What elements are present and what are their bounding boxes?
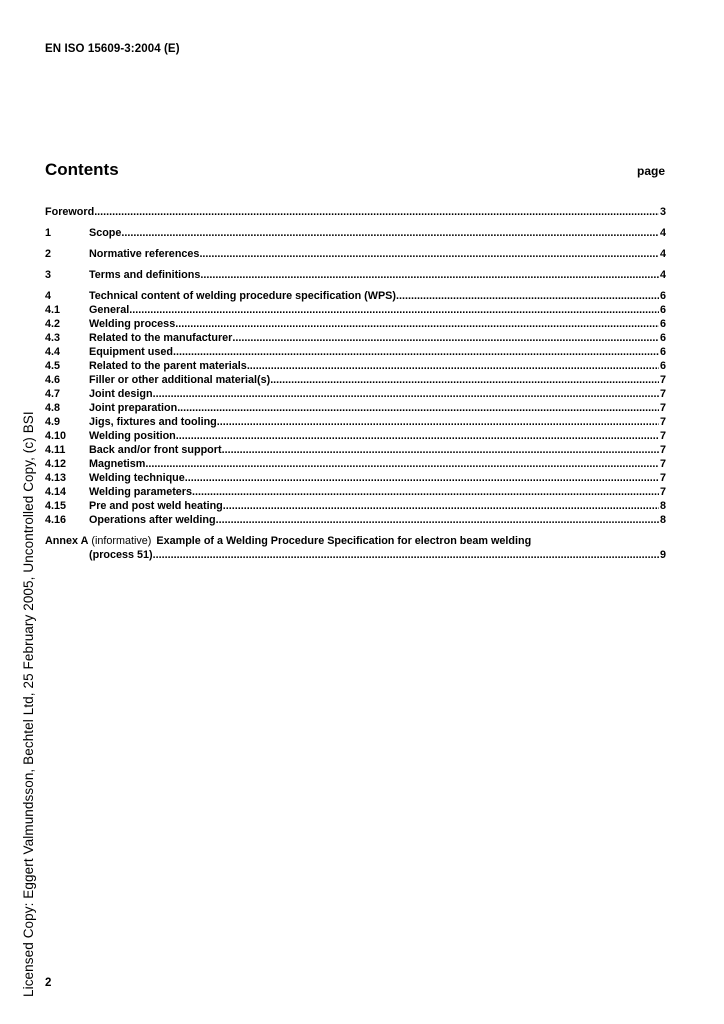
toc-title: Welding parameters [89, 486, 193, 498]
toc-title: General [89, 304, 130, 316]
toc-page: 6 [659, 290, 666, 302]
toc-title: Welding position [89, 430, 176, 442]
dot-leader [247, 359, 659, 373]
toc-entry-1[interactable] [45, 226, 666, 240]
toc-page: 8 [659, 514, 666, 526]
annex-title-line1: Example of a Welding Procedure Specification for electron beam welding [156, 535, 532, 547]
toc-title: Joint preparation [89, 402, 178, 414]
dot-leader [94, 205, 659, 219]
toc-title: Operations after welding [89, 514, 216, 526]
dot-leader [173, 345, 659, 359]
dot-leader [200, 268, 659, 282]
toc-entry-4-1[interactable] [45, 303, 666, 317]
toc-page: 7 [659, 430, 666, 442]
toc-title: Filler or other additional material(s) [89, 374, 271, 386]
toc-entry-annex-a-continued[interactable] [45, 548, 666, 562]
toc-number: 4.9 [45, 416, 61, 428]
toc-number: 2 [45, 248, 52, 260]
toc-entry-4-12[interactable] [45, 457, 666, 471]
toc-number: 4.14 [45, 486, 67, 498]
toc-entry-2[interactable] [45, 247, 666, 261]
dot-leader [145, 457, 659, 471]
toc-page: 4 [659, 269, 666, 281]
toc-title: Welding technique [89, 472, 185, 484]
toc-title: Jigs, fixtures and tooling [89, 416, 217, 428]
toc-page: 7 [659, 374, 666, 386]
dot-leader [223, 499, 659, 513]
toc-entry-4-15[interactable] [45, 499, 666, 513]
toc-entry-4-7[interactable] [45, 387, 666, 401]
toc-entry-4-11[interactable] [45, 443, 666, 457]
toc-entry-4-14[interactable] [45, 485, 666, 499]
toc-number: 4.16 [45, 514, 67, 526]
annex-title-line2: (process 51) [89, 549, 153, 561]
toc-entry-4-6[interactable] [45, 373, 666, 387]
dot-leader [232, 331, 659, 345]
toc-title: Foreword [45, 206, 95, 218]
toc-title: Terms and definitions [89, 269, 201, 281]
toc-page: 8 [659, 500, 666, 512]
toc-title: Welding process [89, 318, 176, 330]
toc-page: 7 [659, 458, 666, 470]
toc-number: 4.3 [45, 332, 61, 344]
toc-page: 6 [659, 346, 666, 358]
toc-entry-4[interactable] [45, 289, 666, 303]
dot-leader [185, 471, 659, 485]
toc-page: 7 [659, 472, 666, 484]
toc-number: 1 [45, 227, 52, 239]
toc-entry-4-4[interactable] [45, 345, 666, 359]
toc-title: Normative references [89, 248, 200, 260]
toc-number: 4.4 [45, 346, 61, 358]
dot-leader [153, 387, 659, 401]
toc-number: 4.15 [45, 500, 67, 512]
toc-page: 7 [659, 388, 666, 400]
toc-number: 4.2 [45, 318, 61, 330]
toc-page: 4 [659, 248, 666, 260]
toc-title: Equipment used [89, 346, 173, 358]
annex-informative-tag: (informative) [91, 535, 152, 547]
page-column-label: page [636, 164, 665, 178]
toc-title: Scope [89, 227, 122, 239]
dot-leader [199, 247, 659, 261]
dot-leader [270, 373, 659, 387]
toc-title: Related to the parent materials [89, 360, 247, 372]
toc-page: 4 [659, 227, 666, 239]
toc-page: 6 [659, 332, 666, 344]
toc-entry-4-2[interactable] [45, 317, 666, 331]
toc-number: 3 [45, 269, 52, 281]
dot-leader [175, 317, 659, 331]
contents-title: Contents [45, 160, 119, 179]
toc-page: 3 [659, 206, 666, 218]
license-watermark: Licensed Copy: Eggert Valmundsson, Bechtel Ltd, 25 February 2005, Uncontrolled Copy, (c) BSI [21, 411, 36, 997]
toc-entry-4-8[interactable] [45, 401, 666, 415]
toc-page: 7 [659, 402, 666, 414]
dot-leader [217, 415, 659, 429]
toc-page: 6 [659, 360, 666, 372]
toc-number: 4.12 [45, 458, 67, 470]
toc-title: Technical content of welding procedure specification (WPS) [89, 290, 396, 302]
toc-page: 6 [659, 304, 666, 316]
toc-title: Pre and post weld heating [89, 500, 223, 512]
toc-title: Magnetism [89, 458, 146, 470]
dot-leader [192, 485, 659, 499]
toc-entry-4-13[interactable] [45, 471, 666, 485]
toc-entry-4-16[interactable] [45, 513, 666, 527]
toc-title: Back and/or front support [89, 444, 222, 456]
toc-entry-3[interactable] [45, 268, 666, 282]
page-number: 2 [45, 977, 52, 989]
toc-number: 4.10 [45, 430, 67, 442]
dot-leader [222, 443, 659, 457]
toc-entry-4-5[interactable] [45, 359, 666, 373]
toc-entry-4-3[interactable] [45, 331, 666, 345]
dot-leader [176, 429, 659, 443]
toc-entry-4-9[interactable] [45, 415, 666, 429]
dot-leader [396, 289, 659, 303]
dot-leader [121, 226, 659, 240]
toc-title: Related to the manufacturer [89, 332, 233, 344]
toc-entry-4-10[interactable] [45, 429, 666, 443]
toc-number: 4.5 [45, 360, 61, 372]
dot-leader [177, 401, 659, 415]
toc-number: 4.13 [45, 472, 67, 484]
toc-page: 7 [659, 416, 666, 428]
toc-number: 4.11 [45, 444, 66, 456]
toc-entry-foreword[interactable] [45, 205, 666, 219]
toc-page: 9 [659, 549, 666, 561]
toc-title: Joint design [89, 388, 153, 400]
toc-page: 6 [659, 318, 666, 330]
toc-number: 4.6 [45, 374, 61, 386]
toc-number: 4.1 [45, 304, 61, 316]
dot-leader [153, 548, 659, 562]
toc-number: 4.8 [45, 402, 61, 414]
toc-number: 4 [45, 290, 52, 302]
toc-entry-annex-a[interactable] [45, 534, 666, 548]
toc-page: 7 [659, 486, 666, 498]
document-header: EN ISO 15609-3:2004 (E) [45, 43, 180, 55]
table-of-contents [45, 205, 666, 562]
toc-page: 7 [659, 444, 666, 456]
toc-number: 4.7 [45, 388, 61, 400]
annex-label: Annex A [45, 535, 89, 547]
dot-leader [129, 303, 659, 317]
dot-leader [216, 513, 659, 527]
